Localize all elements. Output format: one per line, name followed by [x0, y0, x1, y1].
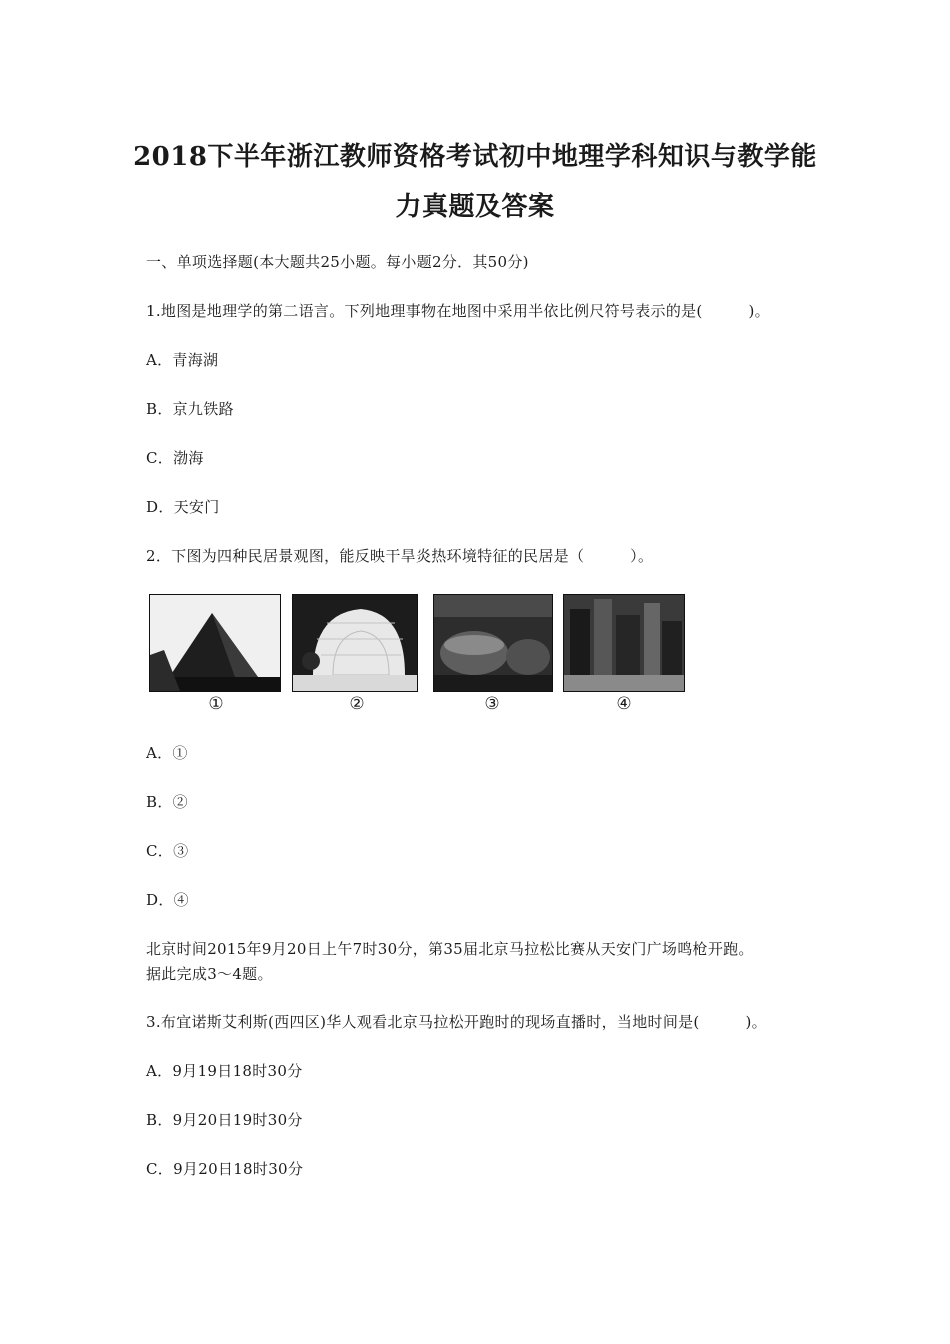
dwelling-photos-figure	[149, 594, 689, 718]
question-3-option-b: B．9月20日19时30分	[146, 1111, 303, 1129]
document-title-line-2: 力真题及答案	[395, 192, 555, 222]
question-3-option-a: A．9月19日18时30分	[146, 1062, 303, 1080]
question-1-option-a: A．青海湖	[146, 351, 219, 369]
dwelling-photo-2	[292, 594, 418, 692]
dwelling-photo-1	[149, 594, 281, 692]
figure-label-3: ③	[484, 694, 500, 714]
dwelling-photo-4	[563, 594, 685, 692]
question-2-option-a: A．①	[146, 744, 188, 762]
document-title-line-1: 2018下半年浙江教师资格考试初中地理学科知识与教学能	[133, 142, 817, 172]
passage-line-2: 据此完成3～4题。	[146, 965, 273, 983]
section-heading: 一、单项选择题(本大题共25小题。每小题2分．其50分)	[146, 253, 529, 271]
figure-label-1: ①	[208, 694, 224, 714]
dwelling-photo-3	[433, 594, 553, 692]
question-1-option-b: B．京九铁路	[146, 400, 234, 418]
question-2-option-d: D．④	[146, 891, 189, 909]
question-1-stem: 1.地图是地理学的第二语言。下列地理事物在地图中采用半依比例尺符号表示的是( )。	[146, 302, 770, 320]
question-2-option-c: C．③	[146, 842, 189, 860]
question-1-option-d: D．天安门	[146, 498, 220, 516]
figure-label-4: ④	[616, 694, 632, 714]
question-2-option-b: B．②	[146, 793, 188, 811]
passage-line-1: 北京时间2015年9月20日上午7时30分，第35届北京马拉松比赛从天安门广场鸣枪开跑。	[146, 940, 754, 958]
question-2-stem: 2．下图为四种民居景观图，能反映干旱炎热环境特征的民居是（ ）。	[146, 547, 654, 565]
question-1-option-c: C．渤海	[146, 449, 204, 467]
question-3-stem: 3.布宜诺斯艾利斯(西四区)华人观看北京马拉松开跑时的现场直播时，当地时间是( )。	[146, 1013, 767, 1031]
figure-label-2: ②	[349, 694, 365, 714]
question-3-option-c: C．9月20日18时30分	[146, 1160, 304, 1178]
